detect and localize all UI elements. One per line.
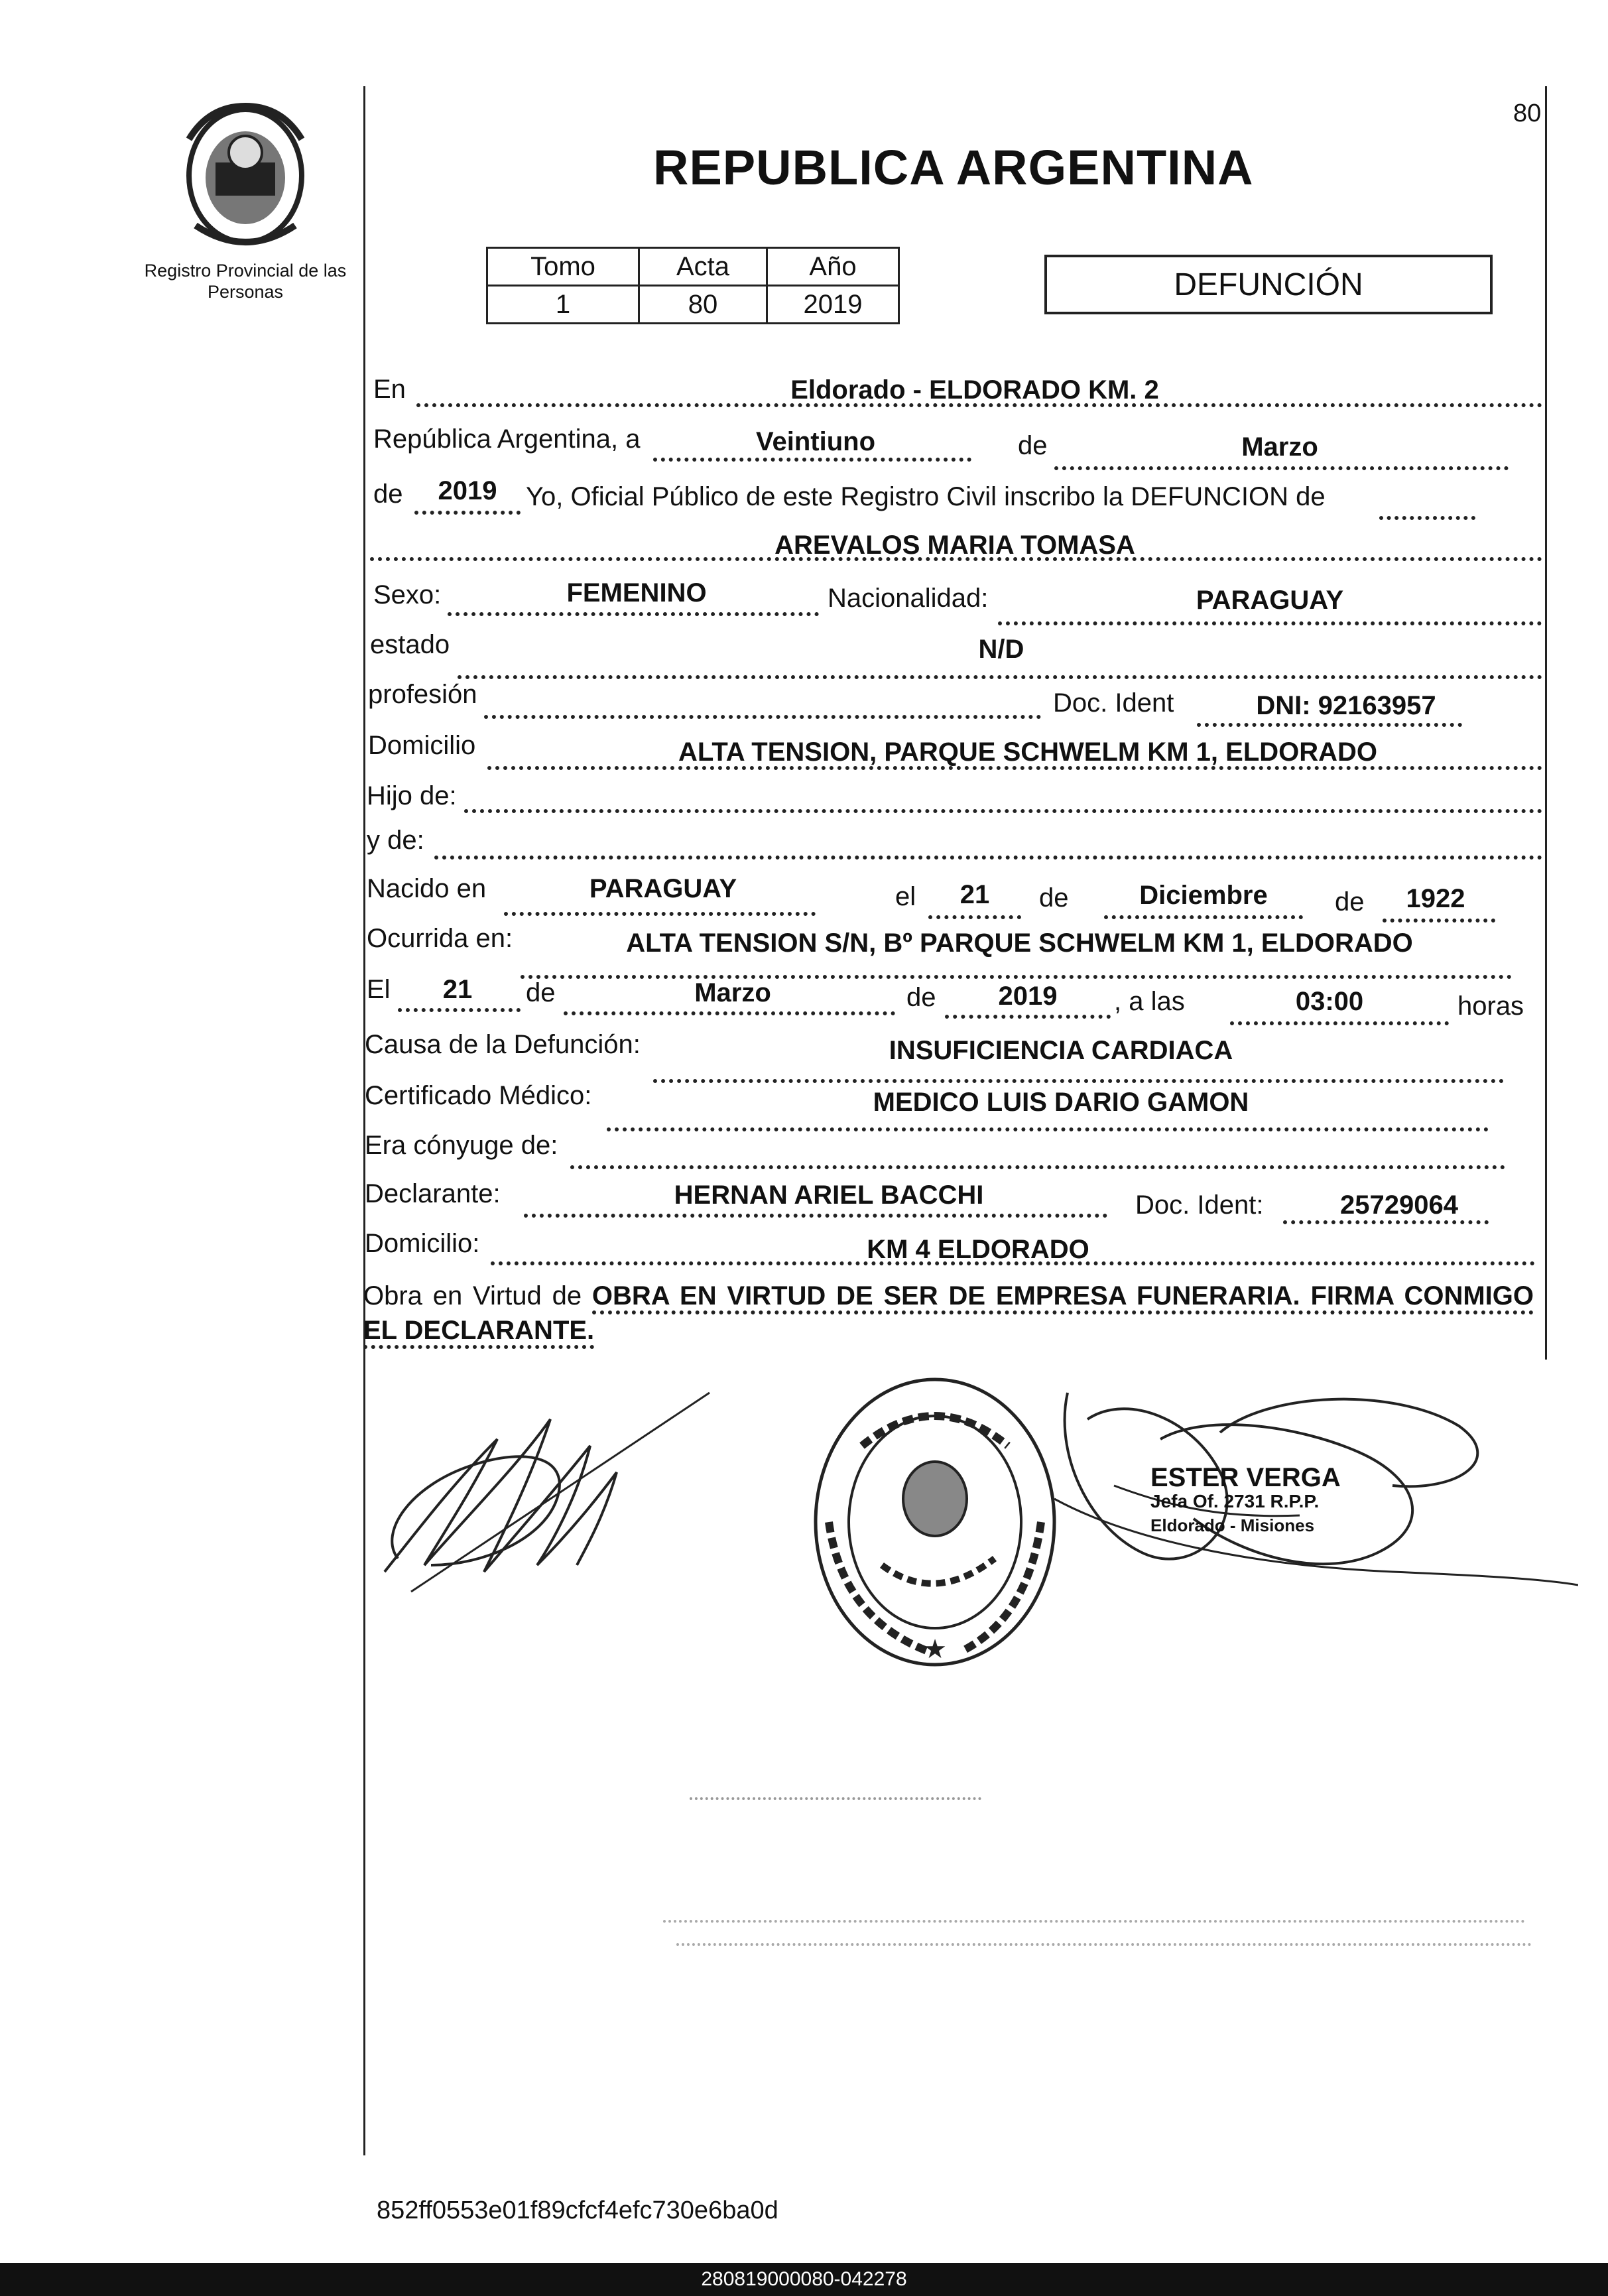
provincial-seal-logo [169, 99, 322, 252]
label-certificado: Certificado Médico: [365, 1081, 592, 1110]
value-domicilio: ALTA TENSION, PARQUE SCHWELM KM 1, ELDORADO [678, 737, 1378, 767]
tomo-header: Tomo [487, 248, 639, 286]
right-margin-line [1545, 86, 1547, 1360]
dotted-line [1104, 915, 1303, 919]
document-type-box [1044, 255, 1493, 314]
dotted-line [945, 1015, 1111, 1019]
footer-bar [0, 2263, 1608, 2296]
label-sexo: Sexo: [373, 580, 442, 609]
dotted-line [653, 1079, 1504, 1083]
label-y-de: y de: [367, 826, 424, 855]
dotted-line [464, 809, 1542, 813]
dotted-line [998, 621, 1542, 625]
label-domicilio-declarante: Domicilio: [365, 1229, 480, 1258]
label-hijo-de: Hijo de: [367, 781, 457, 810]
value-defuncion-mes: Marzo [694, 978, 771, 1007]
dotted-line [1383, 919, 1495, 923]
delegation-stamp [802, 1366, 1068, 1678]
label-yo-oficial: Yo, Oficial Público de este Registro Civil inscribo la DEFUNCION de [526, 482, 1326, 511]
page-number: 80 [1513, 99, 1542, 127]
value-nacionalidad: PARAGUAY [1196, 586, 1344, 615]
acta-header: Acta [639, 248, 767, 286]
label-de: de [1039, 883, 1069, 913]
label-el-upper: El [367, 975, 391, 1004]
faint-dotted-line [690, 1797, 981, 1800]
label-horas: horas [1457, 991, 1524, 1021]
label-de: de [373, 479, 403, 509]
dotted-line [1379, 516, 1475, 520]
tomo-value: 1 [487, 286, 639, 324]
label-domicilio: Domicilio [368, 731, 476, 760]
dotted-line [607, 1127, 1489, 1131]
value-declarante-doc: 25729064 [1340, 1190, 1458, 1220]
label-declarante: Declarante: [365, 1179, 501, 1208]
value-sexo: FEMENINO [566, 578, 707, 607]
value-declarante-domicilio: KM 4 ELDORADO [867, 1235, 1089, 1264]
label-en: En [373, 375, 406, 404]
label-nacido-en: Nacido en [367, 874, 487, 903]
anio-value: 2019 [767, 286, 899, 324]
label-nacionalidad: Nacionalidad: [828, 584, 989, 613]
label-conyuge: Era cónyuge de: [365, 1131, 558, 1160]
value-estado: N/D [978, 635, 1024, 664]
value-nacimiento-dia: 21 [959, 880, 990, 909]
label-profesion: profesión [368, 680, 477, 709]
document-hash: 852ff0553e01f89cfcf4efc730e6ba0d [377, 2197, 778, 2224]
footer-code: 280819000080-042278 [701, 2268, 907, 2290]
value-anio: 2019 [438, 476, 497, 505]
dotted-line [484, 715, 1041, 719]
label-causa: Causa de la Defunción: [365, 1030, 641, 1059]
dotted-line [448, 612, 819, 616]
value-defuncion-anio: 2019 [998, 982, 1058, 1011]
label-republica: República Argentina, a [373, 424, 641, 454]
value-mes: Marzo [1241, 432, 1318, 462]
officer-stamp [1150, 1463, 1341, 1537]
value-nacimiento-anio: 1922 [1406, 884, 1465, 913]
value-causa: INSUFICIENCIA CARDIACA [889, 1036, 1233, 1065]
value-declarante: HERNAN ARIEL BACCHI [674, 1180, 984, 1210]
document-type: DEFUNCIÓN [1174, 267, 1363, 302]
dotted-line [564, 1011, 895, 1015]
label-de: de [906, 983, 936, 1012]
label-obra: Obra en Virtud de [363, 1281, 582, 1310]
anio-header: Año [767, 248, 899, 286]
value-ocurrida-en: ALTA TENSION S/N, Bº PARQUE SCHWELM KM 1, ELDORADO [626, 928, 1413, 958]
left-margin-line [363, 86, 365, 2155]
obra-paragraph [363, 1279, 1534, 1348]
dotted-line [414, 511, 521, 515]
label-a-las: , a las [1114, 987, 1185, 1016]
value-dni: DNI: 92163957 [1256, 691, 1436, 720]
value-hora: 03:00 [1295, 987, 1364, 1016]
dotted-line [928, 915, 1021, 919]
label-doc-ident: Doc. Ident [1053, 688, 1174, 718]
dotted-line [1283, 1220, 1489, 1224]
value-nombre: AREVALOS MARIA TOMASA [774, 531, 1135, 560]
svg-text:★: ★ [923, 1634, 947, 1665]
value-certificado: MEDICO LUIS DARIO GAMON [873, 1088, 1249, 1117]
country-title: REPUBLICA ARGENTINA [653, 140, 1254, 195]
dotted-line [458, 675, 1542, 679]
label-de: de [1018, 431, 1048, 460]
value-dia-texto: Veintiuno [756, 427, 875, 456]
dotted-line [653, 458, 971, 462]
declarant-signature [371, 1366, 716, 1618]
officer-name: ESTER VERGA [1150, 1463, 1341, 1492]
faint-dotted-line [676, 1943, 1532, 1946]
label-de: de [526, 978, 556, 1007]
record-table [486, 247, 900, 324]
dotted-line [434, 856, 1542, 860]
value-obra: OBRA EN VIRTUD DE SER DE EMPRESA FUNERARIA. FIRMA CONMIGO EL DECLARANTE. [363, 1281, 1534, 1349]
label-de: de [1335, 887, 1365, 917]
registry-name: Registro Provincial de las Personas [144, 261, 347, 302]
dotted-line [504, 912, 816, 916]
dotted-line [1230, 1021, 1449, 1025]
officer-place: Eldorado - Misiones [1150, 1515, 1315, 1535]
dotted-line [570, 1165, 1505, 1169]
value-defuncion-dia: 21 [442, 975, 473, 1004]
officer-title: Jefa Of. 2731 R.P.P. [1150, 1491, 1320, 1511]
label-estado: estado [370, 630, 450, 659]
value-nacimiento-mes: Diciembre [1139, 881, 1268, 910]
dotted-line [1197, 723, 1462, 727]
value-nacido-en: PARAGUAY [589, 874, 737, 903]
label-doc-ident-declarante: Doc. Ident: [1135, 1190, 1264, 1220]
faint-dotted-line [663, 1920, 1525, 1923]
dotted-line [1054, 466, 1509, 470]
value-lugar: Eldorado - ELDORADO KM. 2 [790, 375, 1159, 405]
dotted-line [524, 1214, 1107, 1218]
label-ocurrida-en: Ocurrida en: [367, 924, 513, 953]
dotted-line [398, 1008, 521, 1012]
label-el: el [895, 882, 916, 911]
acta-value: 80 [639, 286, 767, 324]
